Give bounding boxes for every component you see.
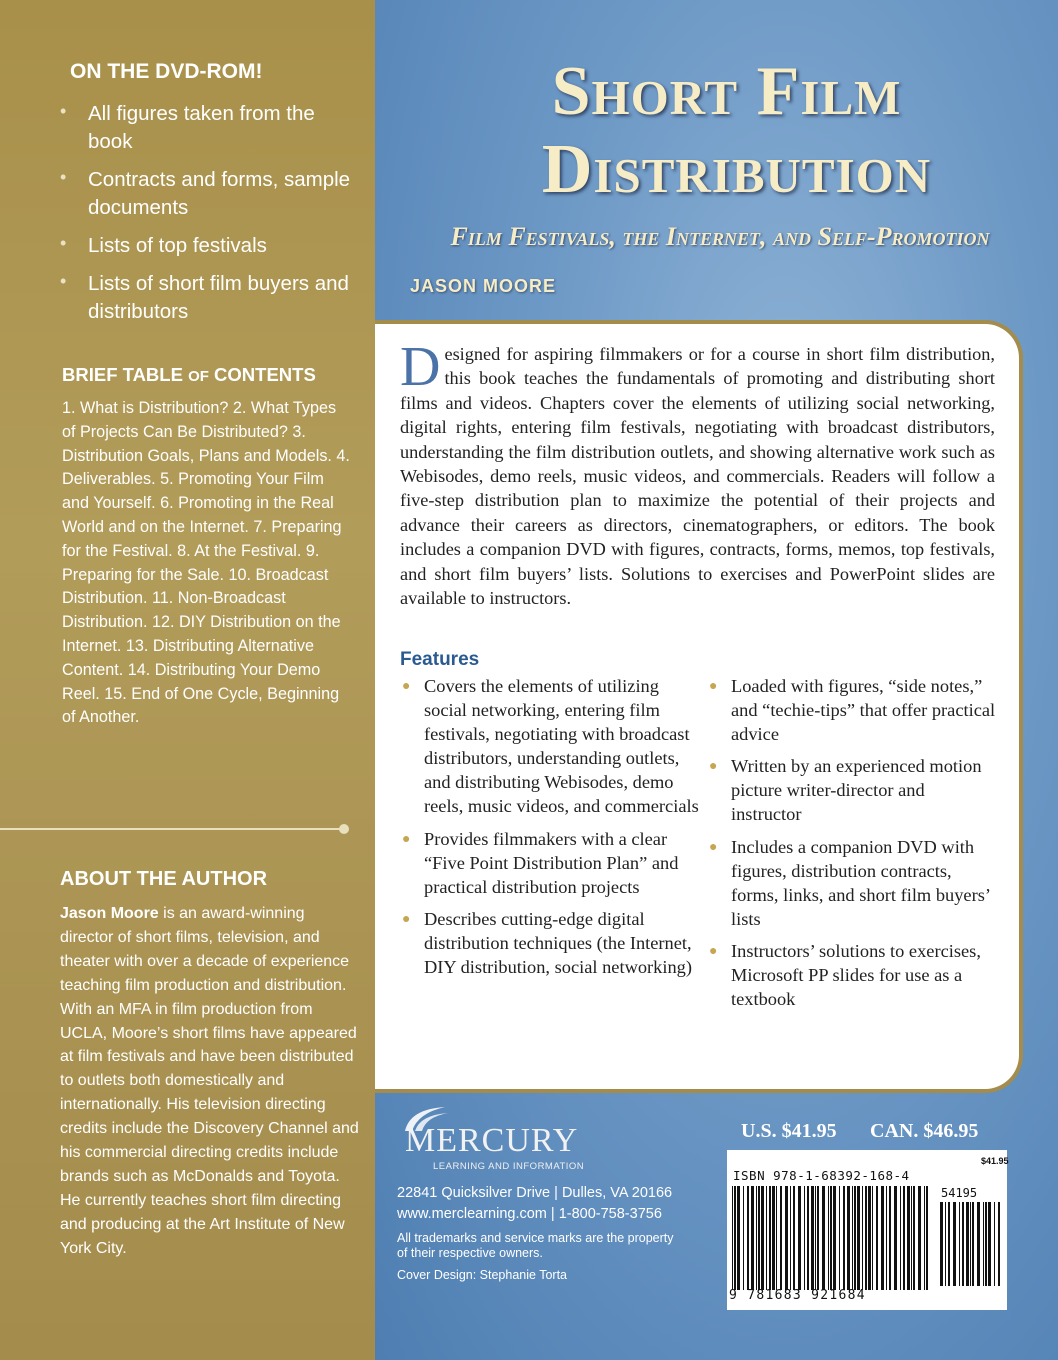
left-column xyxy=(0,0,375,1360)
barcode-main-bars xyxy=(731,1186,931,1290)
barcode-bar xyxy=(756,1186,757,1290)
cover-design-credit: Cover Design: Stephanie Torta xyxy=(397,1268,568,1282)
features-heading: Features xyxy=(400,649,480,670)
drop-cap: D xyxy=(400,336,441,398)
divider-dot-icon xyxy=(339,824,349,834)
bullet-icon: • xyxy=(60,271,67,291)
list-item: • Contracts and forms, sample documents xyxy=(58,166,358,222)
about-author-heading: ABOUT THE AUTHOR xyxy=(60,868,268,890)
barcode-bar xyxy=(911,1186,912,1290)
dvd-rom-heading: ON THE DVD-ROM! xyxy=(70,60,263,83)
list-item: ● Instructors’ solutions to exercises, Microsoft PP slides for use as a textbook xyxy=(709,940,981,1010)
barcode-bar xyxy=(854,1186,856,1290)
list-item: ● Loaded with figures, “side notes,” and “techie-tips” that offer practical advice xyxy=(709,676,996,745)
barcode-bar xyxy=(790,1186,791,1290)
book-title-line2: Distribution xyxy=(541,131,932,208)
barcode-bar xyxy=(817,1186,819,1290)
publisher-contact: www.merclearning.com | 1-800-758-3756 xyxy=(397,1206,662,1222)
barcode-bar xyxy=(985,1202,987,1286)
list-item: ● Includes a companion DVD with figures, distribution contracts, forms, links, and short film buyers’ lists xyxy=(709,836,990,929)
features-list-left xyxy=(400,674,700,987)
barcode-addon-bars xyxy=(939,1202,1001,1286)
author-bio-name: Jason Moore xyxy=(60,905,159,922)
book-description: Designed for aspiring filmmakers or for a course in short film distribution, this book teaches the fundamentals of promoting and distributing short films and videos. Chapters cover the elements of utilizing social networking, digital rights, entering film festivals, negotiating with broadcast distributors, understanding the film distribution outlets, and showing alternative work such as Webisodes, demo reels, music videos, and commercials. Readers will follow a five-step distribution plan to maximize the potential of their projects and advance their careers as directors, cinematographers, or editors. The book includes a companion DVD with figures, contracts, forms, memos, top festivals, and short film buyers’ lists. Solutions to exercises and PowerPoint slides are available to instructors. xyxy=(400,336,995,609)
barcode-bar xyxy=(913,1186,915,1290)
barcode-bar xyxy=(894,1186,897,1290)
barcode-bar xyxy=(886,1186,887,1290)
barcode-bar xyxy=(926,1186,928,1290)
barcode-bar xyxy=(907,1186,910,1290)
barcode-bar xyxy=(948,1202,950,1286)
barcode-addon-number: 54195 xyxy=(941,1186,978,1200)
barcode xyxy=(727,1150,1007,1310)
barcode-price: $41.95 xyxy=(981,1156,1009,1166)
bullet-icon: ● xyxy=(402,679,411,694)
barcode-bar xyxy=(766,1186,767,1290)
barcode-bar xyxy=(830,1186,832,1290)
barcode-bar xyxy=(970,1202,971,1286)
barcode-bar xyxy=(785,1186,788,1290)
description-panel xyxy=(375,320,1023,1093)
barcode-bar xyxy=(761,1186,764,1290)
toc-heading: BRIEF TABLE OF CONTENTS xyxy=(62,364,316,385)
barcode-bar xyxy=(798,1186,801,1290)
bullet-icon: ● xyxy=(402,911,411,927)
barcode-bar xyxy=(903,1186,905,1290)
barcode-bar xyxy=(776,1186,777,1290)
barcode-bar xyxy=(977,1202,980,1286)
barcode-bar xyxy=(998,1202,1000,1286)
barcode-bar xyxy=(865,1186,867,1290)
trademark-notice: All trademarks and service marks are the property of their respective owners. xyxy=(397,1231,674,1260)
list-item: ● Written by an experienced motion picture writer-director and instructor xyxy=(709,756,982,825)
barcode-bar xyxy=(945,1202,946,1286)
bullet-icon: ● xyxy=(709,679,718,694)
barcode-bar xyxy=(751,1186,754,1290)
barcode-bar xyxy=(833,1186,836,1290)
barcode-bar xyxy=(747,1186,749,1290)
list-item: ● Provides filmmakers with a clear “Five Point Distribution Plan” and practical distribution projects xyxy=(402,828,679,897)
barcode-bar xyxy=(983,1202,984,1286)
barcode-bar xyxy=(839,1186,840,1290)
bullet-icon: • xyxy=(60,233,67,253)
barcode-bar xyxy=(811,1186,814,1290)
bullet-icon: • xyxy=(60,101,67,121)
list-item: • Lists of short film buyers and distributors xyxy=(58,270,358,326)
book-author: JASON MOORE xyxy=(410,276,557,296)
barcode-bar xyxy=(994,1202,995,1286)
bullet-icon: ● xyxy=(709,943,718,959)
dvd-rom-list xyxy=(58,100,358,336)
barcode-bar xyxy=(828,1186,829,1290)
bullet-icon: ● xyxy=(709,759,718,775)
barcode-bar xyxy=(876,1186,878,1290)
barcode-bar xyxy=(972,1202,974,1286)
list-item: ● Covers the elements of utilizing social networking, entering film festivals, negotiating with broadcast distributors, understanding outlets, and distributing Webisodes, demo reels, music videos, and commercials xyxy=(402,676,699,817)
price-can: CAN. $46.95 xyxy=(870,1120,979,1142)
barcode-bar xyxy=(847,1186,850,1290)
barcode-bar xyxy=(815,1186,816,1290)
barcode-bar xyxy=(962,1202,964,1286)
barcode-bar xyxy=(900,1186,901,1290)
features-list-right xyxy=(707,674,997,1019)
barcode-bar xyxy=(889,1186,891,1290)
price-us: U.S. $41.95 xyxy=(741,1120,837,1142)
barcode-bar xyxy=(881,1186,884,1290)
barcode-bar xyxy=(772,1186,775,1290)
publisher-address: 22841 Quicksilver Drive | Dulles, VA 20166 xyxy=(397,1185,673,1201)
barcode-bar xyxy=(862,1186,863,1290)
right-column xyxy=(375,0,1058,1360)
barcode-bar xyxy=(804,1186,805,1290)
section-divider xyxy=(0,828,340,830)
barcode-bar xyxy=(822,1186,825,1290)
bullet-icon: • xyxy=(60,167,67,187)
barcode-bar xyxy=(966,1202,969,1286)
barcode-bar xyxy=(737,1186,740,1290)
barcode-bar xyxy=(758,1186,760,1290)
bullet-icon: ● xyxy=(402,831,411,847)
barcode-bar xyxy=(857,1186,860,1290)
barcode-bar xyxy=(780,1186,782,1290)
barcode-bar xyxy=(734,1186,736,1290)
toc-text: 1. What is Distribution? 2. What Types of Projects Can Be Distributed? 3. Distribution Goals, Plans and Models. 4. Deliverables. 5. Promoting Your Film and Yourself. 6. Promoting in the Real World and on the Internet. 7. Preparing for the Festival. 8. At the Festival. 9. Preparing for the Sale. 10. Broadcast Distribution. 11. Non-Broadcast Distribution. 12. DIY Distribution on the Internet. 13. Distributing Alternative Content. 14. Distributing Your Demo Reel. 15. End of One Cycle, Beginning of Another. xyxy=(62,399,350,727)
barcode-bar xyxy=(852,1186,853,1290)
list-item: ● Describes cutting-edge digital distribution techniques (the Internet, DIY distribution, social networking) xyxy=(402,908,692,978)
barcode-bar xyxy=(843,1186,845,1290)
barcode-bar xyxy=(940,1202,943,1286)
publisher-logo: MERCURY xyxy=(405,1122,579,1159)
bullet-icon: ● xyxy=(709,839,718,855)
barcode-bar xyxy=(807,1186,809,1290)
barcode-ean: 9 781683 921684 xyxy=(729,1288,866,1303)
barcode-bar xyxy=(959,1202,960,1286)
book-title-line1: Short Film xyxy=(551,53,902,130)
list-item: • All figures taken from the book xyxy=(58,100,358,156)
barcode-bar xyxy=(868,1186,871,1290)
author-bio: Jason Moore is an award-winning director of short films, television, and theater with over a decade of experience teaching film production and distribution. With an MFA in film production from UCLA, Moore’s short films have appeared at film festivals and have been distributed to outlets both domestically and internationally. His television directing credits include the Discovery Channel and his commercial directing credits include brands such as McDonalds and Toyota. He currently teaches short film directing and producing at the Art Institute of New York City. xyxy=(60,905,359,1257)
publisher-tagline: LEARNING AND INFORMATION xyxy=(433,1161,585,1172)
list-item: • Lists of top festivals xyxy=(58,232,358,260)
barcode-isbn: ISBN 978-1-68392-168-4 xyxy=(733,1168,910,1183)
barcode-bar xyxy=(872,1186,873,1290)
barcode-bar xyxy=(918,1186,921,1290)
barcode-bar xyxy=(732,1186,733,1290)
barcode-bar xyxy=(769,1186,771,1290)
book-subtitle: Film Festivals, the Internet, and Self-Promotion xyxy=(450,222,990,251)
barcode-bar xyxy=(793,1186,795,1290)
barcode-bar xyxy=(743,1186,744,1290)
barcode-bar xyxy=(953,1202,956,1286)
barcode-bar xyxy=(988,1202,991,1286)
barcode-bar xyxy=(924,1186,925,1290)
